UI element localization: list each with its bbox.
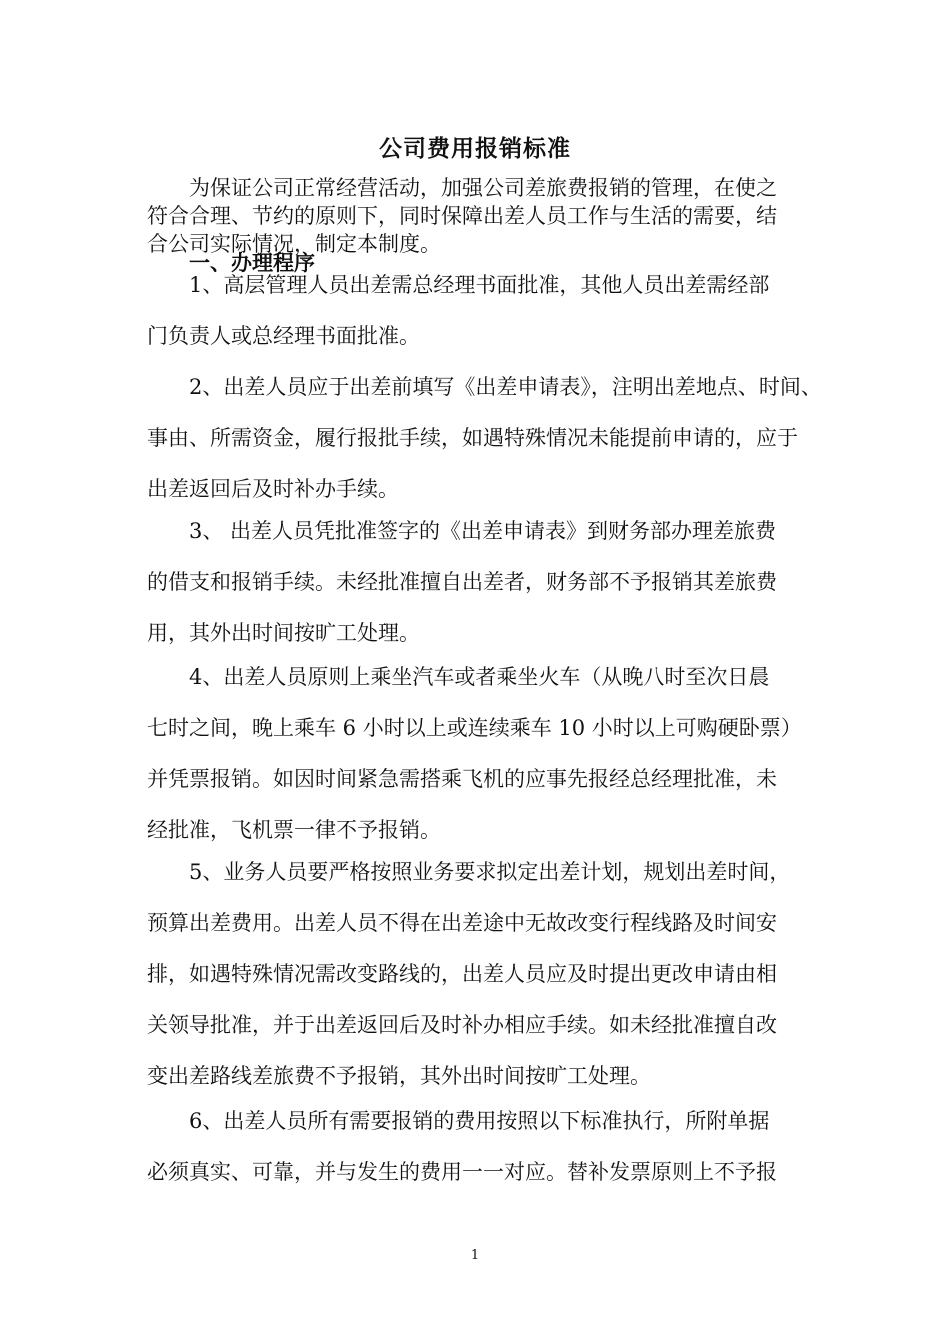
paragraph-line: 必须真实、可靠，并与发生的费用一一对应。替补发票原则上不予报	[147, 1160, 777, 1184]
intro-line: 合公司实际情况，制定本制度。	[147, 232, 441, 256]
paragraph-line: 出差返回后及时补办手续。	[147, 477, 399, 501]
paragraph-line: 用，其外出时间按旷工处理。	[147, 621, 420, 645]
paragraph-line: 4、出差人员原则上乘坐汽车或者乘坐火车（从晚八时至次日晨	[189, 665, 770, 689]
paragraph-4	[147, 663, 827, 867]
intro-paragraph	[147, 174, 817, 258]
paragraph-2	[147, 373, 827, 526]
paragraph-line: 门负责人或总经理书面批准。	[147, 324, 420, 348]
intro-line: 为保证公司正常经营活动，加强公司差旅费报销的管理，在使之	[189, 176, 777, 200]
paragraph-line: 经批准，飞机票一律不予报销。	[147, 818, 441, 842]
paragraph-line: 1、高层管理人员出差需总经理书面批准，其他人员出差需经部	[189, 273, 770, 297]
paragraph-5	[147, 858, 827, 1113]
paragraph-line: 3、 出差人员凭批准签字的《出差申请表》到财务部办理差旅费	[189, 519, 777, 543]
paragraph-1	[147, 271, 827, 373]
document-title: 公司费用报销标准	[379, 135, 571, 162]
page-number: 1	[470, 1248, 480, 1263]
paragraph-line: 5、业务人员要严格按照业务要求拟定出差计划，规划出差时间，	[189, 860, 791, 884]
paragraph-3	[147, 517, 827, 670]
paragraph-6	[147, 1107, 827, 1209]
paragraph-line: 预算出差费用。出差人员不得在出差途中无故改变行程线路及时间安	[147, 911, 777, 935]
paragraph-line: 并凭票报销。如因时间紧急需搭乘飞机的应事先报经总经理批准，未	[147, 767, 777, 791]
paragraph-line: 事由、所需资金，履行报批手续，如遇特殊情况未能提前申请的，应于	[147, 426, 798, 450]
paragraph-line: 的借支和报销手续。未经批准擅自出差者，财务部不予报销其差旅费	[147, 570, 777, 594]
section-heading: 一、办理程序	[189, 250, 315, 275]
intro-line: 符合合理、节约的原则下，同时保障出差人员工作与生活的需要，结	[147, 204, 777, 228]
paragraph-line: 2、出差人员应于出差前填写《出差申请表》，注明出差地点、时间、	[189, 375, 822, 399]
paragraph-line: 6、出差人员所有需要报销的费用按照以下标准执行，所附单据	[189, 1109, 770, 1133]
paragraph-line: 关领导批准，并于出差返回后及时补办相应手续。如未经批准擅自改	[147, 1013, 777, 1037]
paragraph-line: 七时之间，晚上乘车 6 小时以上或连续乘车 10 小时以上可购硬卧票）	[147, 716, 802, 740]
paragraph-line: 变出差路线差旅费不予报销，其外出时间按旷工处理。	[147, 1064, 651, 1088]
paragraph-line: 排，如遇特殊情况需改变路线的，出差人员应及时提出更改申请由相	[147, 962, 777, 986]
